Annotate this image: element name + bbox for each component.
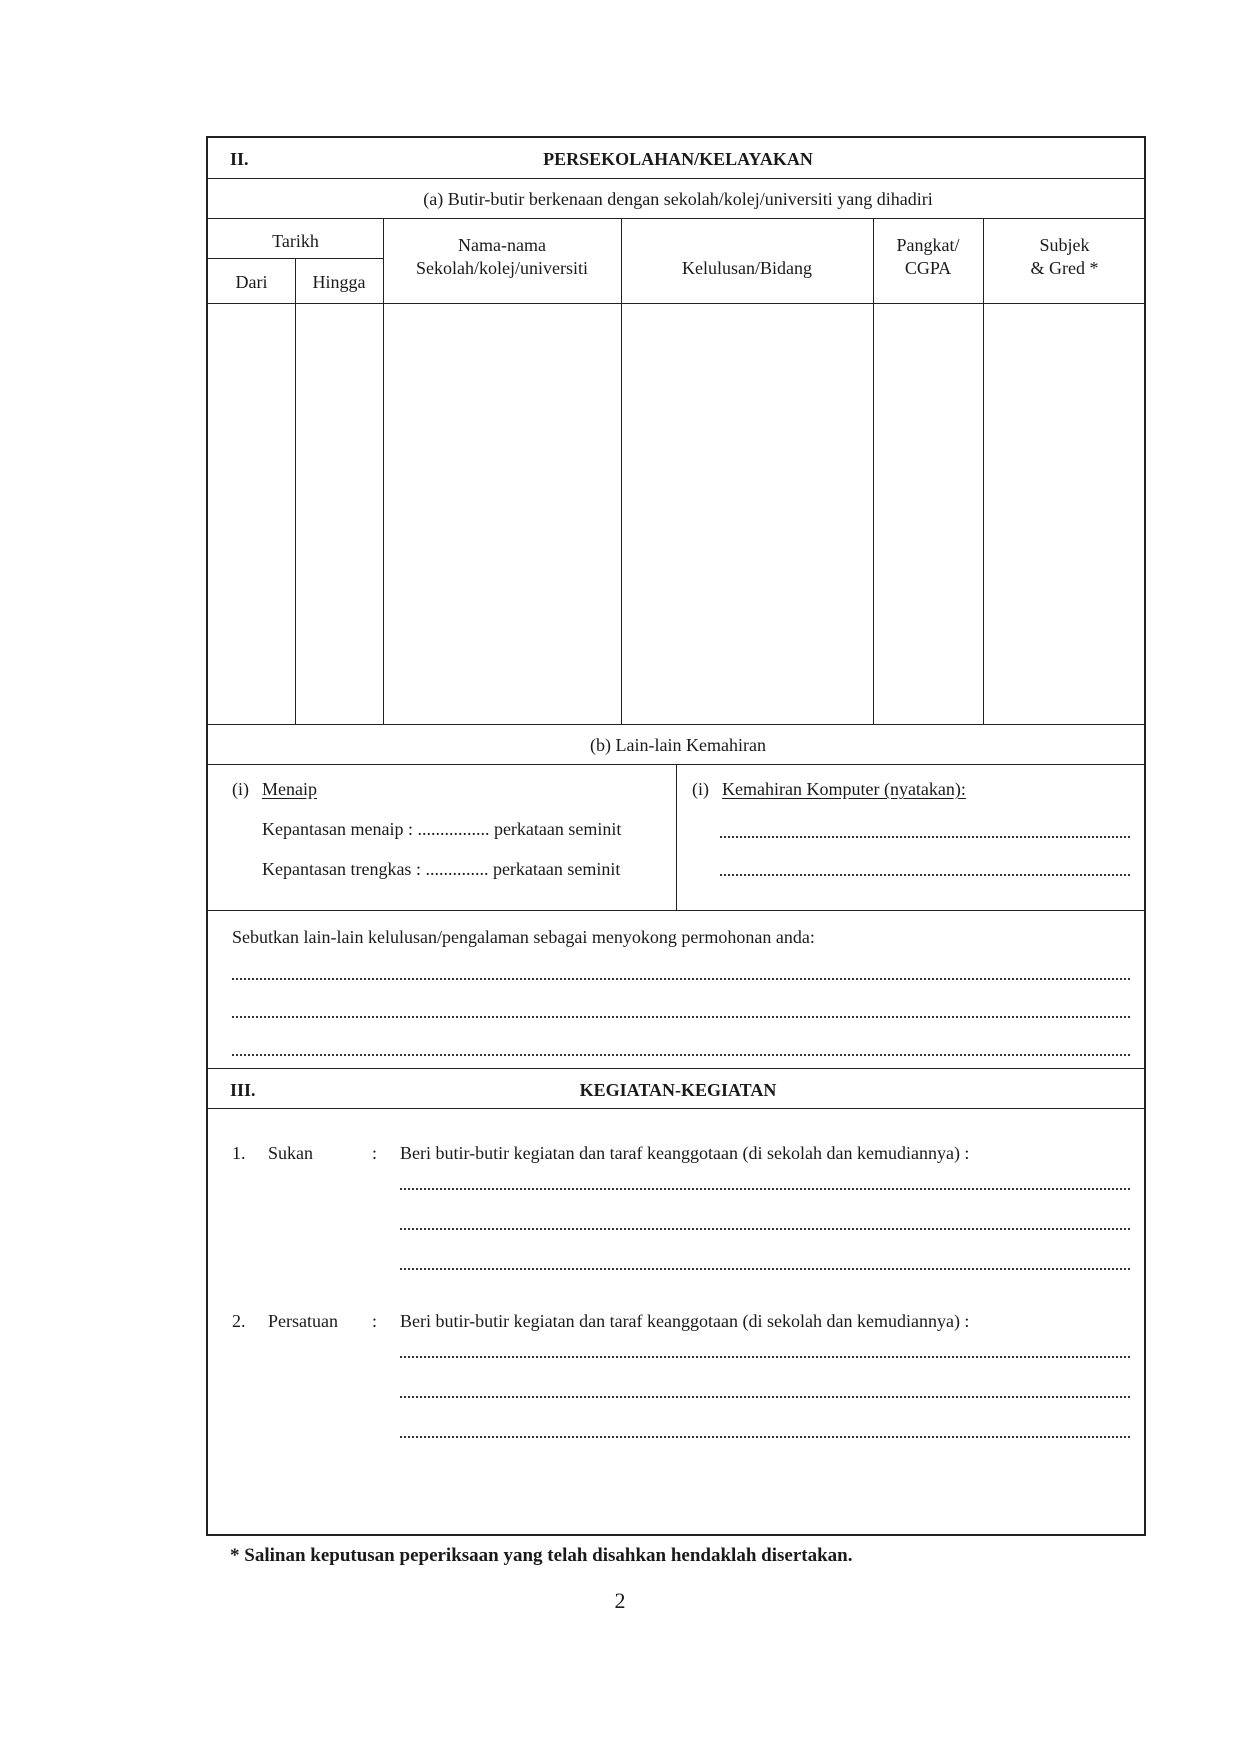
komputer-label: Kemahiran Komputer (nyatakan): [722, 779, 966, 799]
section-3-title: KEGIATAN-KEGIATAN [579, 1080, 777, 1100]
divider [208, 218, 1144, 219]
kepantasan-menaip[interactable]: Kepantasan menaip : ................ perkataan seminit [262, 819, 622, 839]
col-hingga: Hingga [312, 272, 366, 292]
persatuan-prompt: Beri butir-butir kegiatan dan taraf keanggotaan (di sekolah dan kemudiannya) : [400, 1311, 970, 1331]
menaip-label: Menaip [262, 779, 317, 799]
page-number: 2 [614, 1588, 626, 1613]
sukan-line-2[interactable] [400, 1228, 1130, 1230]
section-2-title: PERSEKOLAHAN/KELAYAKAN [543, 149, 813, 169]
sukan-colon: : [372, 1143, 378, 1163]
menaip-number: (i) [232, 779, 249, 799]
col-pangkat-1: Pangkat/ [896, 235, 960, 255]
lain-lain-prompt: Sebutkan lain-lain kelulusan/pengalaman sebagai menyokong permohonan anda: [232, 927, 815, 947]
col-subjek-1: Subjek [1039, 235, 1090, 255]
lain-lain-line-1[interactable] [232, 978, 1130, 980]
divider [208, 303, 1144, 304]
divider [208, 910, 1144, 911]
kepantasan-trengkas[interactable]: Kepantasan trengkas : .............. perkataan seminit [262, 859, 621, 879]
divider [208, 1068, 1144, 1069]
application-form [206, 136, 1146, 1536]
lain-lain-line-3[interactable] [232, 1054, 1130, 1056]
divider [208, 724, 1144, 725]
section-3-number: III. [230, 1080, 256, 1100]
section-2-number: II. [230, 149, 249, 169]
sukan-line-3[interactable] [400, 1268, 1130, 1270]
persatuan-number: 2. [232, 1311, 246, 1331]
col-nama-2: Sekolah/kolej/universiti [416, 258, 588, 278]
part-b-caption: (b) Lain-lain Kemahiran [590, 735, 766, 755]
part-a-caption: (a) Butir-butir berkenaan dengan sekolah/kolej/universiti yang dihadiri [423, 189, 933, 209]
persatuan-colon: : [372, 1311, 378, 1331]
col-dari: Dari [235, 272, 268, 292]
sukan-label: Sukan [268, 1143, 313, 1163]
divider [208, 178, 1144, 179]
col-tarikh: Tarikh [272, 231, 319, 251]
divider [208, 1108, 1144, 1109]
komputer-number: (i) [692, 779, 709, 799]
komputer-line-2[interactable] [720, 874, 1130, 876]
persatuan-label: Persatuan [268, 1311, 338, 1331]
col-kelulusan: Kelulusan/Bidang [682, 258, 812, 278]
col-nama-1: Nama-nama [458, 235, 546, 255]
footnote: * Salinan keputusan peperiksaan yang telah disahkan hendaklah disertakan. [230, 1545, 853, 1566]
persatuan-line-2[interactable] [400, 1396, 1130, 1398]
sukan-number: 1. [232, 1143, 246, 1163]
lain-lain-line-2[interactable] [232, 1016, 1130, 1018]
col-pangkat-2: CGPA [904, 258, 952, 278]
persatuan-line-3[interactable] [400, 1436, 1130, 1438]
sukan-line-1[interactable] [400, 1188, 1130, 1190]
persatuan-line-1[interactable] [400, 1356, 1130, 1358]
col-subjek-2: & Gred * [1030, 258, 1099, 278]
sukan-prompt: Beri butir-butir kegiatan dan taraf keanggotaan (di sekolah dan kemudiannya) : [400, 1143, 970, 1163]
col-line [676, 764, 677, 910]
qualifications-entry-area[interactable] [208, 305, 1146, 723]
komputer-line-1[interactable] [720, 836, 1130, 838]
